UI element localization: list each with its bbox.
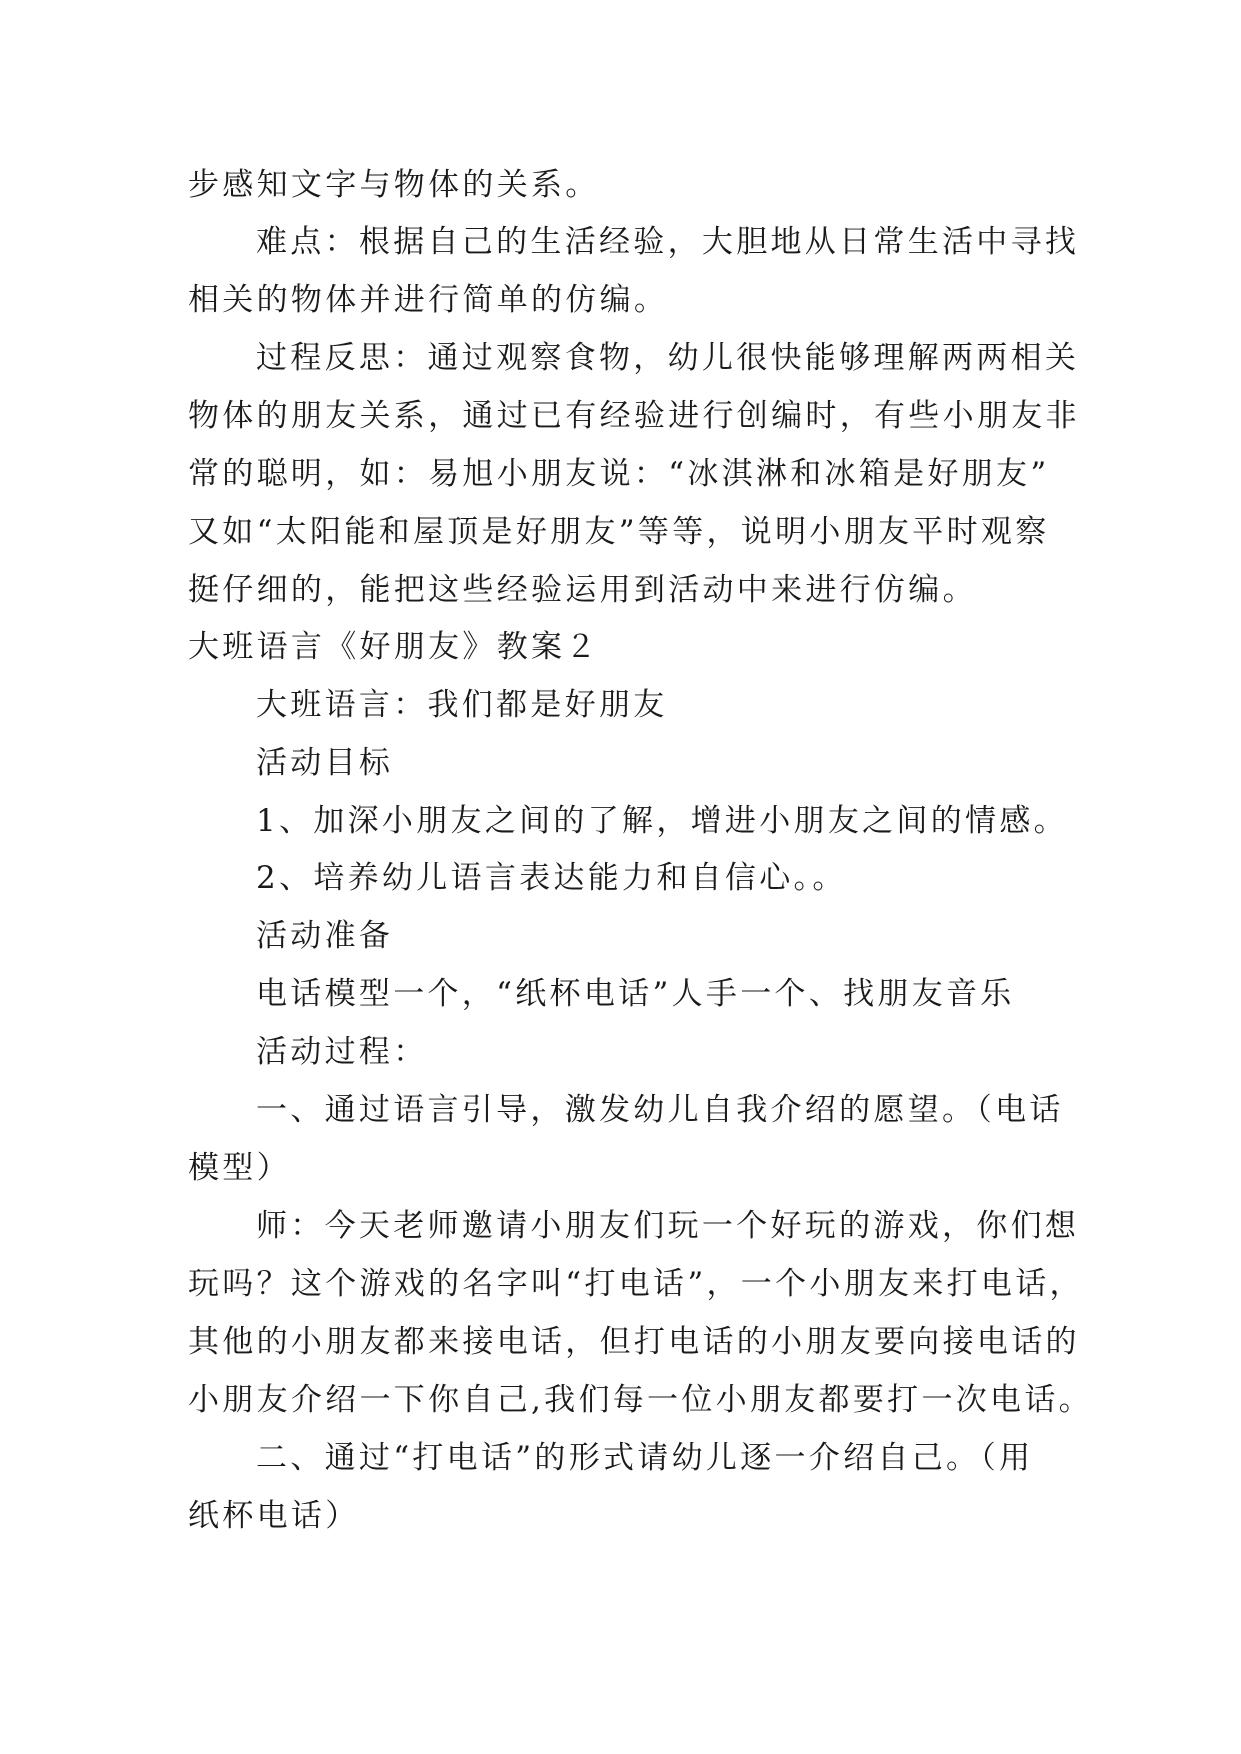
text-line: 师：今天老师邀请小朋友们玩一个好玩的游戏，你们想 — [256, 1208, 1080, 1244]
text-line: 纸杯电话） — [188, 1498, 360, 1534]
text-line: 玩吗？这个游戏的名字叫“打电话”，一个小朋友来打电话， — [188, 1266, 1084, 1302]
text-line: 一、通过语言引导，激发幼儿自我介绍的愿望。（电话 — [256, 1092, 1064, 1128]
text-line: 小朋友介绍一下你自己,我们每一位小朋友都要打一次电话。 — [188, 1382, 1093, 1418]
text-line: 电话模型一个，“纸杯电话”人手一个、找朋友音乐 — [256, 976, 1015, 1012]
heading-preparation: 活动准备 — [256, 918, 394, 954]
heading-goals: 活动目标 — [256, 745, 394, 781]
text-line: 物体的朋友关系，通过已有经验进行创编时，有些小朋友非 — [188, 398, 1080, 434]
text-line: 二、通过“打电话”的形式请幼儿逐一介绍自己。（用 — [256, 1440, 1034, 1476]
text-line: 其他的小朋友都来接电话，但打电话的小朋友要向接电话的 — [188, 1324, 1080, 1360]
text-line: 步感知文字与物体的关系。 — [188, 167, 600, 203]
section-heading: 大班语言《好朋友》教案２ — [188, 629, 600, 665]
subtitle: 大班语言：我们都是好朋友 — [256, 687, 668, 723]
text-line: 难点：根据自己的生活经验，大胆地从日常生活中寻找 — [256, 224, 1080, 260]
goal-item: 1、加深小朋友之间的了解，增进小朋友之间的情感。 — [256, 803, 1068, 839]
goal-item: 2、培养幼儿语言表达能力和自信心。。 — [256, 860, 847, 896]
text-line: 又如“太阳能和屋顶是好朋友”等等，说明小朋友平时观察 — [188, 514, 1050, 550]
text-line: 挺仔细的，能把这些经验运用到活动中来进行仿编。 — [188, 572, 977, 608]
heading-process: 活动过程： — [256, 1034, 428, 1070]
text-line: 相关的物体并进行简单的仿编。 — [188, 282, 669, 318]
text-line: 常的聪明，如：易旭小朋友说：“冰淇淋和冰箱是好朋友” — [188, 456, 1050, 492]
text-line: 过程反思：通过观察食物，幼儿很快能够理解两两相关 — [256, 340, 1080, 376]
text-line: 模型） — [188, 1150, 291, 1186]
